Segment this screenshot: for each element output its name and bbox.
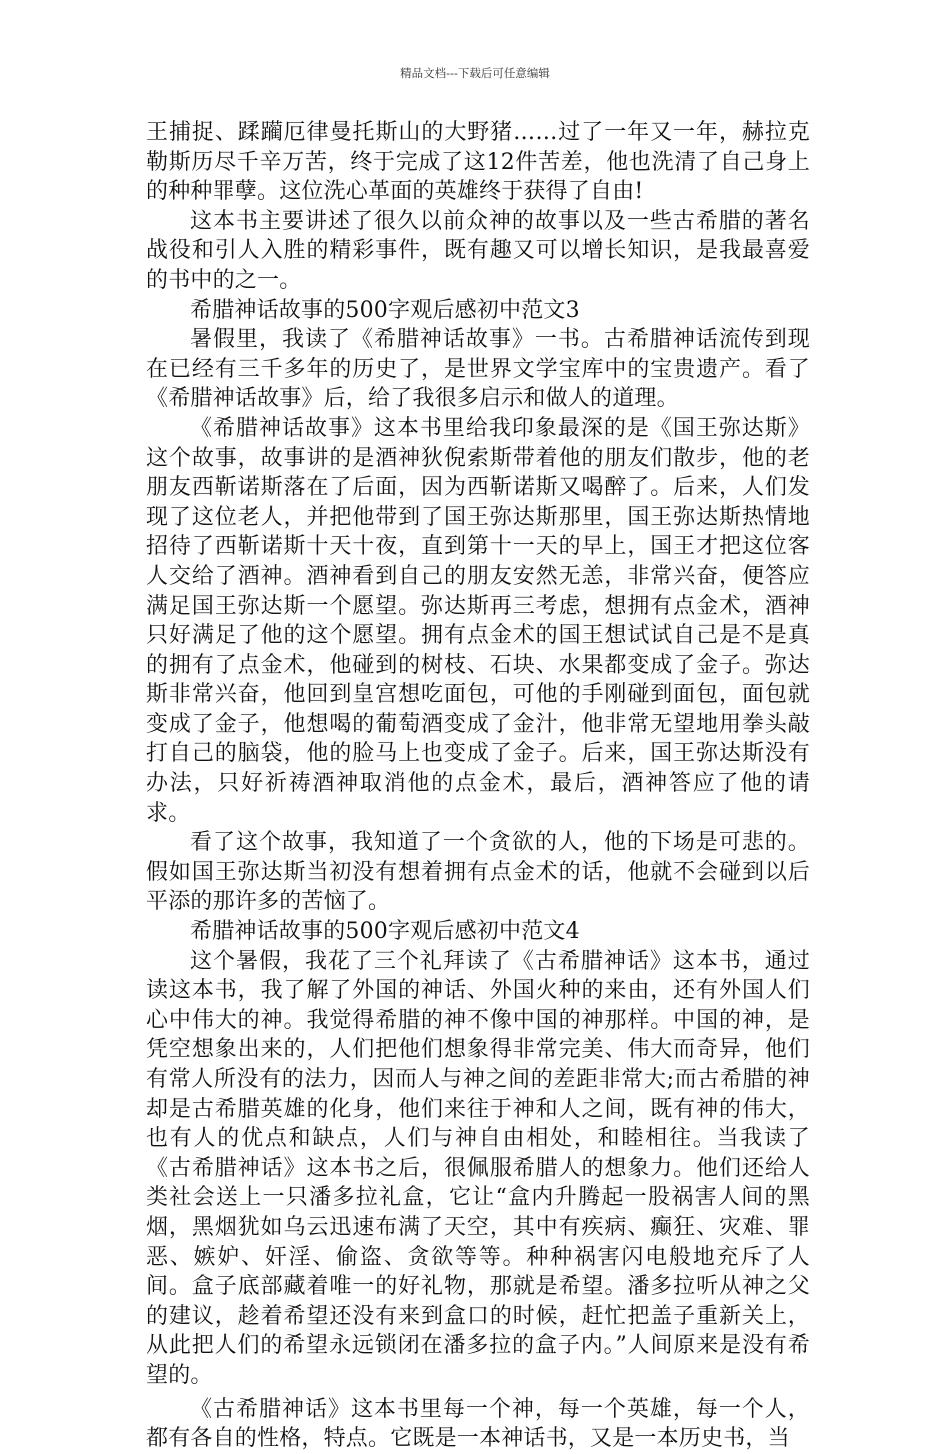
page-header: 精品文档---下载后可任意编辑 (400, 66, 550, 80)
paragraph-intro-3: 暑假里，我读了《希腊神话故事》一书。古希腊神话流传到现在已经有三千多年的历史了，是世界文学宝库中的宝贵遗产。看了《希腊神话故事》后，给了我很多启示和做人的道理。 (146, 327, 810, 412)
section-heading-4: 希腊神话故事的500字观后感初中范文4 (190, 919, 580, 945)
document-body (146, 118, 810, 1454)
paragraph-reflection-3: 看了这个故事，我知道了一个贪欲的人，他的下场是可悲的。假如国王弥达斯当初没有想着拥有点金术的话，他就不会碰到以后平添的那许多的苦恼了。 (146, 830, 810, 915)
paragraph-continuation: 王捕捉、蹂躏厄律曼托斯山的大野猪……过了一年又一年，赫拉克勒斯历尽千辛万苦，终于完成了这12件苦差，他也洗清了自己身上的种种罪孽。这位洗心革面的英雄终于获得了自由! (146, 120, 810, 205)
section-heading-3: 希腊神话故事的500字观后感初中范文3 (190, 297, 580, 323)
paragraph-summary: 这本书主要讲述了很久以前众神的故事以及一些古希腊的著名战役和引人入胜的精彩事件，既有趣又可以增长知识，是我最喜爱的书中的之一。 (146, 208, 810, 293)
paragraph-midas-story: 《希腊神话故事》这本书里给我印象最深的是《国王弥达斯》这个故事，故事讲的是酒神狄倪索斯带着他的朋友们散步，他的老朋友西靳诺斯落在了后面，因为西靳诺斯又喝醉了。后来，人们发现了这位老人，并把他带到了国王弥达斯那里，国王弥达斯热情地招待了西靳诺斯十天十夜，直到第十一天的早上，国王才把这位客人交给了酒神。酒神看到自己的朋友安然无恙，非常兴奋，便答应满足国王弥达斯一个愿望。弥达斯再三考虑，想拥有点金术，酒神只好满足了他的这个愿望。拥有点金术的国王想试试自己是不是真的拥有了点金术，他碰到的树枝、石块、水果都变成了金子。弥达斯非常兴奋，他回到皇宫想吃面包，可他的手刚碰到面包，面包就变成了金子，他想喝的葡萄酒变成了金汁，他非常无望地用拳头敲打自己的脑袋，他的脸马上也变成了金子。后来，国王弥达斯没有办法，只好祈祷酒神取消他的点金术，最后，酒神答应了他的请求。 (146, 415, 810, 826)
paragraph-pandora: 这个暑假，我花了三个礼拜读了《古希腊神话》这本书，通过读这本书，我了解了外国的神话、外国火种的来由，还有外国人们心中伟大的神。我觉得希腊的神不像中国的神那样。中国的神，是凭空想象出来的，人们把他们想象得非常完美、伟大而奇异，他们有常人所没有的法力，因而人与神之间的差距非常大;而古希腊的神却是古希腊英雄的化身，他们来往于神和人之间，既有神的伟大，也有人的优点和缺点，人们与神自由相处，和睦相往。当我读了《古希腊神话》这本书之后，很佩服希腊人的想象力。他们还给人类社会送上一只潘多拉礼盒，它让“盒内升腾起一股祸害人间的黑烟，黑烟犹如乌云迅速布满了天空，其中有疾病、癫狂、灾难、罪恶、嫉妒、奸淫、偷盗、贪欲等等。种种祸害闪电般地充斥了人间。盒子底部藏着唯一的好礼物，那就是希望。潘多拉听从神之父的建议，趁着希望还没有来到盒口的时候，赶忙把盖子重新关上，从此把人们的希望永远锁闭在潘多拉的盒子内。”人间原来是没有希望的。 (146, 948, 810, 1388)
paragraph-closing: 《古希腊神话》这本书里每一个神，每一个英雄，每一个人，都有各自的性格，特点。它既是一本神话书，又是一本历史书，当 (146, 1396, 810, 1452)
